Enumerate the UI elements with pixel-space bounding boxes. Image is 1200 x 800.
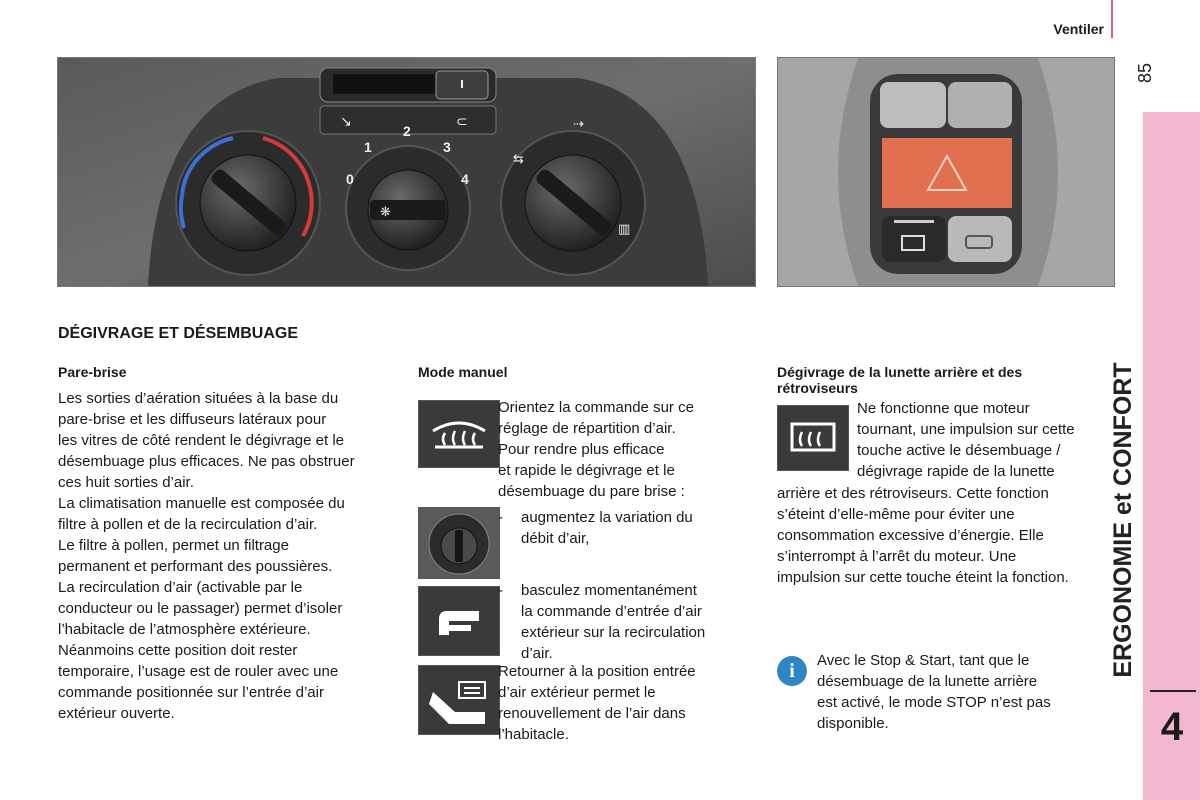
- svg-text:↘: ↘: [340, 114, 352, 130]
- col3-full-block: [777, 483, 1117, 588]
- col2-dash2: -: [498, 582, 503, 599]
- text-line: dégivrage rapide de la lunette: [857, 463, 1055, 480]
- fan-label-3: 3: [443, 139, 451, 155]
- text-line: Ne fonctionne que moteur: [857, 400, 1030, 417]
- text-line: basculez momentanément: [521, 582, 697, 599]
- col2-block2: [521, 507, 741, 549]
- col2-block3: [521, 580, 741, 664]
- col2-dash1: -: [498, 509, 503, 526]
- text-line: l’habitacle.: [498, 726, 569, 743]
- col2-heading: Mode manuel: [418, 364, 508, 380]
- text-line: réglage de répartition d’air.: [498, 420, 676, 437]
- col1-heading: Pare-brise: [58, 364, 127, 380]
- text-line: Retourner à la position entrée: [498, 663, 696, 680]
- text-line: extérieur ouverte.: [58, 705, 175, 722]
- fan-knob-icon: [418, 507, 500, 579]
- col3-heading-line2: rétroviseurs: [777, 380, 858, 396]
- text-line: Orientez la commande sur ce: [498, 399, 694, 416]
- fan-label-1: 1: [364, 139, 372, 155]
- text-line: Néanmoins cette position doit rester: [58, 642, 298, 659]
- text-line: la commande d’entrée d’air: [521, 603, 702, 620]
- text-line: temporaire, l’usage est de rouler avec une: [58, 663, 339, 680]
- text-line: ces huit sorties d’air.: [58, 474, 194, 491]
- page-number: 85: [1135, 62, 1155, 84]
- text-line: et rapide le dégivrage et le: [498, 462, 675, 479]
- col1-body: [58, 388, 403, 724]
- info-icon: [777, 656, 807, 686]
- chapter-title: ERGONOMIE et CONFORT: [1108, 362, 1137, 678]
- info-glyph: i: [789, 659, 795, 682]
- rear-window-defrost-icon: [777, 405, 849, 471]
- text-line: Pour rendre plus efficace: [498, 441, 665, 458]
- text-line: d’air extérieur permet le: [498, 684, 656, 701]
- text-line: tournant, une impulsion sur cette: [857, 421, 1075, 438]
- text-line: les vitres de côté rendent le dégivrage et le: [58, 432, 345, 449]
- rear-defrost-photo: [777, 57, 1115, 287]
- text-line: l’habitacle de l’atmosphère extérieure.: [58, 621, 311, 638]
- col3-indent-block: [857, 398, 1107, 482]
- text-line: renouvellement de l’air dans: [498, 705, 686, 722]
- recirculation-icon: [418, 586, 500, 656]
- svg-text:⇢: ⇢: [573, 117, 584, 132]
- text-line: extérieur sur la recirculation: [521, 624, 706, 641]
- svg-text:❋: ❋: [380, 205, 391, 220]
- text-line: La climatisation manuelle est composée du: [58, 495, 345, 512]
- section-title: DÉGIVRAGE ET DÉSEMBUAGE: [58, 325, 299, 342]
- heater-panel-photo: [57, 57, 756, 287]
- chapter-sidebar: [1143, 112, 1200, 800]
- text-line: désembuage du pare brise :: [498, 483, 685, 500]
- text-line: Avec le Stop & Start, tant que le: [817, 652, 1030, 669]
- text-line: Les sorties d’aération situées à la base du: [58, 390, 339, 407]
- fan-label-0: 0: [346, 171, 354, 187]
- text-line: s’interrompt à l’arrêt du moteur. Une: [777, 548, 1017, 565]
- text-line: s’éteint d’elle-même pour éviter une: [777, 506, 1015, 523]
- info-note: [817, 650, 1097, 734]
- text-line: pare-brise et les diffuseurs latéraux pour: [58, 411, 327, 428]
- svg-text:⊂: ⊂: [456, 114, 468, 130]
- fresh-air-icon: [418, 665, 500, 735]
- text-line: désembuage plus efficaces. Ne pas obstruer: [58, 453, 355, 470]
- chapter-number: 4: [1160, 705, 1184, 749]
- header-divider: [1111, 0, 1113, 38]
- text-line: La recirculation d’air (activable par le: [58, 579, 303, 596]
- text-line: désembuage de la lunette arrière: [817, 673, 1038, 690]
- col3-heading-line1: Dégivrage de la lunette arrière et des: [777, 364, 1023, 380]
- text-line: permanent et performant des poussières.: [58, 558, 333, 575]
- text-line: touche active le désembuage /: [857, 442, 1061, 459]
- text-line: consommation excessive d’énergie. Elle: [777, 527, 1044, 544]
- text-line: augmentez la variation du: [521, 509, 693, 526]
- text-line: impulsion sur cette touche éteint la fonction.: [777, 569, 1069, 586]
- text-line: filtre à pollen et de la recirculation d’air.: [58, 516, 318, 533]
- text-line: arrière et des rétroviseurs. Cette fonction: [777, 485, 1049, 502]
- text-line: conducteur ou le passager) permet d’isoler: [58, 600, 343, 617]
- svg-text:⇆: ⇆: [513, 152, 524, 167]
- col2-block1: [498, 397, 738, 502]
- fan-label-4: 4: [461, 171, 469, 187]
- text-line: Le filtre à pollen, permet un filtrage: [58, 537, 289, 554]
- fan-label-2: 2: [403, 123, 411, 139]
- windscreen-demist-icon: [418, 400, 500, 468]
- header-title: Ventiler: [1053, 21, 1104, 37]
- svg-text:▥: ▥: [618, 222, 631, 237]
- text-line: commande positionnée sur l’entrée d’air: [58, 684, 324, 701]
- text-line: disponible.: [817, 715, 889, 732]
- chapter-divider: [1150, 690, 1196, 692]
- text-line: est activé, le mode STOP n’est pas: [817, 694, 1051, 711]
- text-line: d’air.: [521, 645, 553, 662]
- col2-block4: [498, 661, 743, 745]
- text-line: débit d’air,: [521, 530, 590, 547]
- col3-heading: [777, 364, 1022, 396]
